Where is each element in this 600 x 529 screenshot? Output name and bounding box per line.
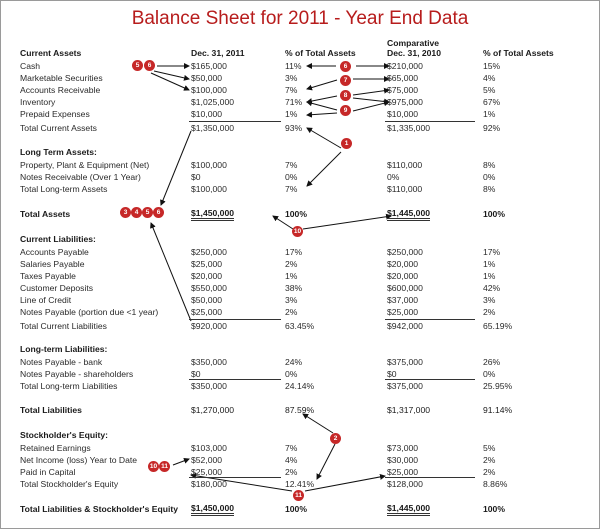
pct-2010: 4% <box>483 73 496 83</box>
value-2010: $25,000 <box>387 307 419 317</box>
value-2010: $30,000 <box>387 455 419 465</box>
row-label: Taxes Payable <box>20 271 76 281</box>
callout-badge: 8 <box>340 90 351 101</box>
row-label: Cash <box>20 61 41 71</box>
callout-badge: 6 <box>144 60 155 71</box>
pct-2011: 71% <box>285 97 303 107</box>
long-term-assets-heading: Long Term Assets: <box>20 147 97 157</box>
row-label: Total Long-term Assets <box>20 184 108 194</box>
table-row <box>20 171 590 183</box>
callout-badge: 4 <box>131 207 142 218</box>
value-2010: 0% <box>387 172 400 182</box>
pct-2010: 3% <box>483 295 496 305</box>
table-row <box>20 320 590 332</box>
value-2011: $1,025,000 <box>191 97 235 107</box>
value-2010: $975,000 <box>387 97 423 107</box>
long-term-liabilities-heading: Long-term Liabilities: <box>20 344 108 354</box>
table-row <box>20 246 590 258</box>
value-2010: $110,000 <box>387 184 423 194</box>
table-row <box>20 72 590 84</box>
callout-badge: 11 <box>159 461 170 472</box>
value-2010: $110,000 <box>387 160 423 170</box>
callout-badge: 11 <box>293 490 304 501</box>
row-label: Total Long-term Liabilities <box>20 381 118 391</box>
pct-2010: 100% <box>483 209 505 219</box>
current-assets-heading: Current Assets <box>20 48 82 58</box>
pct-2010: 8% <box>483 160 496 170</box>
pct-2011: 11% <box>285 61 302 71</box>
value-2010: $375,000 <box>387 381 423 391</box>
table-row <box>20 84 590 96</box>
section-heading <box>20 429 590 441</box>
row-label: Accounts Payable <box>20 247 89 257</box>
value-2010: $20,000 <box>387 259 419 269</box>
pct-2011: 87.59% <box>285 405 315 415</box>
value-2010: $1,445,000 <box>387 208 430 221</box>
pct-2011: 0% <box>285 369 298 379</box>
row-label: Notes Payable - shareholders <box>20 369 134 379</box>
row-label: Inventory <box>20 97 56 107</box>
pct-2011: 24.14% <box>285 381 315 391</box>
table-row <box>20 108 590 120</box>
table-row <box>20 294 590 306</box>
value-2010: $0 <box>387 369 397 379</box>
callout-badge: 10 <box>293 228 302 235</box>
pct-2011: 1% <box>285 271 298 281</box>
table-row <box>20 454 590 466</box>
value-2010: $128,000 <box>387 479 423 489</box>
pct-2011: 17% <box>285 247 303 257</box>
header-comparative: Comparative <box>387 38 440 48</box>
row-label: Customer Deposits <box>20 283 94 293</box>
value-2011: $1,450,000 <box>191 208 234 221</box>
pct-2010: 91.14% <box>483 405 513 415</box>
header-pct-2010: % of Total Assets <box>483 48 554 58</box>
callout-badge: 6 <box>340 61 351 72</box>
total-assets-row <box>20 208 590 220</box>
pct-2011: 2% <box>285 467 298 477</box>
pct-2010: 1% <box>483 271 496 281</box>
value-2011: $50,000 <box>191 73 223 83</box>
row-label: Line of Credit <box>20 295 72 305</box>
row-label: Notes Payable - bank <box>20 357 103 367</box>
pct-2010: 65.19% <box>483 321 513 331</box>
row-label: Total Liabilities & Stockholder's Equity <box>20 504 179 514</box>
pct-2010: 2% <box>483 467 496 477</box>
value-2011: $100,000 <box>191 160 227 170</box>
callout-badge: 9 <box>340 105 351 116</box>
table-row <box>20 478 590 490</box>
value-2011: $920,000 <box>191 321 227 331</box>
current-liabilities-heading: Current Liabilities: <box>20 234 96 244</box>
value-2011: $0 <box>191 369 201 379</box>
value-2011: $180,000 <box>191 479 227 489</box>
value-2011: $100,000 <box>191 85 227 95</box>
value-2011: $1,350,000 <box>191 123 235 133</box>
section-heading <box>20 343 590 355</box>
callout-badge: 5 <box>142 207 153 218</box>
pct-2010: 5% <box>483 443 496 453</box>
value-2010: $25,000 <box>387 467 419 477</box>
value-2011: $25,000 <box>191 259 223 269</box>
row-label: Net Income (loss) Year to Date <box>20 455 138 465</box>
value-2011: $25,000 <box>191 307 223 317</box>
document-title: Balance Sheet for 2011 - Year End Data <box>131 8 469 29</box>
table-row <box>20 122 590 134</box>
value-2010: $75,000 <box>387 85 419 95</box>
pct-2011: 3% <box>285 73 298 83</box>
callout-badge: 1 <box>341 138 352 149</box>
header-pct-2011: % of Total Assets <box>285 48 356 58</box>
pct-2010: 0% <box>483 172 496 182</box>
callout-badge: 10 <box>149 463 158 470</box>
section-heading <box>20 146 590 158</box>
pct-2011: 12.41% <box>285 479 315 489</box>
row-label: Property, Plant & Equipment (Net) <box>20 160 150 170</box>
table-row <box>20 466 590 478</box>
value-2011: $103,000 <box>191 443 227 453</box>
pct-2011: 3% <box>285 295 298 305</box>
callout-badge: 7 <box>340 75 351 86</box>
callout-badge: 5 <box>132 60 143 71</box>
pct-2010: 8% <box>483 184 496 194</box>
total-liabilities-row <box>20 404 590 416</box>
table-row <box>20 270 590 282</box>
row-label: Retained Earnings <box>20 443 91 453</box>
pct-2011: 100% <box>285 209 307 219</box>
value-2010: $210,000 <box>387 61 423 71</box>
value-2011: $52,000 <box>191 455 223 465</box>
pct-2010: 25.95% <box>483 381 513 391</box>
value-2010: $10,000 <box>387 109 419 119</box>
value-2011: $10,000 <box>191 109 223 119</box>
table-row <box>20 96 590 108</box>
value-2010: $65,000 <box>387 73 419 83</box>
row-label: Notes Receivable (Over 1 Year) <box>20 172 141 182</box>
pct-2010: 42% <box>483 283 501 293</box>
value-2010: $1,317,000 <box>387 405 431 415</box>
pct-2010: 2% <box>483 455 496 465</box>
row-label: Total Assets <box>20 209 71 219</box>
header-dec-2011: Dec. 31, 2011 <box>191 48 245 58</box>
pct-2010: 8.86% <box>483 479 508 489</box>
value-2010: $375,000 <box>387 357 423 367</box>
table-row <box>20 183 590 195</box>
callout-badge: 6 <box>153 207 164 218</box>
value-2011: $1,270,000 <box>191 405 235 415</box>
pct-2011: 93% <box>285 123 303 133</box>
value-2011: $50,000 <box>191 295 223 305</box>
pct-2010: 1% <box>483 109 496 119</box>
pct-2010: 100% <box>483 504 505 514</box>
pct-2011: 24% <box>285 357 303 367</box>
value-2011: $550,000 <box>191 283 227 293</box>
table-row <box>20 356 590 368</box>
value-2011: $20,000 <box>191 271 223 281</box>
value-2010: $942,000 <box>387 321 423 331</box>
pct-2011: 0% <box>285 172 298 182</box>
table-row <box>20 258 590 270</box>
row-label: Accounts Receivable <box>20 85 101 95</box>
pct-2011: 1% <box>285 109 298 119</box>
table-row <box>20 60 590 72</box>
pct-2011: 2% <box>285 307 298 317</box>
callout-badge: 2 <box>330 433 341 444</box>
section-heading <box>20 233 590 245</box>
pct-2010: 15% <box>483 61 501 71</box>
value-2011: $100,000 <box>191 184 227 194</box>
total-liabilities-equity-row <box>20 503 590 515</box>
value-2011: $350,000 <box>191 381 227 391</box>
pct-2011: 7% <box>285 184 298 194</box>
header-dec-2010-row <box>20 47 590 59</box>
row-label: Total Current Liabilities <box>20 321 107 331</box>
header-dec-2010: Dec. 31, 2010 <box>387 48 441 58</box>
row-label: Total Stockholder's Equity <box>20 479 119 489</box>
row-label: Paid in Capital <box>20 467 76 477</box>
row-label: Total Current Assets <box>20 123 97 133</box>
value-2010: $1,335,000 <box>387 123 431 133</box>
pct-2010: 1% <box>483 259 496 269</box>
row-label: Prepaid Expenses <box>20 109 90 119</box>
table-row <box>20 306 590 318</box>
pct-2010: 92% <box>483 123 501 133</box>
value-2011: $250,000 <box>191 247 227 257</box>
pct-2010: 17% <box>483 247 501 257</box>
table-row <box>20 282 590 294</box>
value-2011: $0 <box>191 172 201 182</box>
pct-2011: 100% <box>285 504 307 514</box>
table-row <box>20 442 590 454</box>
pct-2010: 67% <box>483 97 501 107</box>
table-row <box>20 159 590 171</box>
row-label: Notes Payable (portion due <1 year) <box>20 307 159 317</box>
pct-2010: 2% <box>483 307 496 317</box>
value-2011: $25,000 <box>191 467 223 477</box>
pct-2010: 5% <box>483 85 496 95</box>
value-2010: $37,000 <box>387 295 419 305</box>
equity-heading: Stockholder's Equity: <box>20 430 108 440</box>
pct-2010: 26% <box>483 357 501 367</box>
table-row <box>20 368 590 380</box>
value-2011: $350,000 <box>191 357 227 367</box>
pct-2011: 2% <box>285 259 298 269</box>
row-label: Salaries Payable <box>20 259 85 269</box>
table-row <box>20 380 590 392</box>
pct-2010: 0% <box>483 369 496 379</box>
value-2011: $165,000 <box>191 61 227 71</box>
callout-badge: 3 <box>120 207 131 218</box>
value-2010: $250,000 <box>387 247 423 257</box>
row-label: Marketable Securities <box>20 73 103 83</box>
value-2010: $1,445,000 <box>387 503 430 516</box>
pct-2011: 38% <box>285 283 303 293</box>
pct-2011: 63.45% <box>285 321 315 331</box>
value-2010: $20,000 <box>387 271 419 281</box>
pct-2011: 7% <box>285 160 298 170</box>
pct-2011: 4% <box>285 455 298 465</box>
pct-2011: 7% <box>285 443 298 453</box>
row-label: Total Liabilities <box>20 405 82 415</box>
value-2011: $1,450,000 <box>191 503 234 516</box>
value-2010: $600,000 <box>387 283 423 293</box>
value-2010: $73,000 <box>387 443 419 453</box>
pct-2011: 7% <box>285 85 298 95</box>
